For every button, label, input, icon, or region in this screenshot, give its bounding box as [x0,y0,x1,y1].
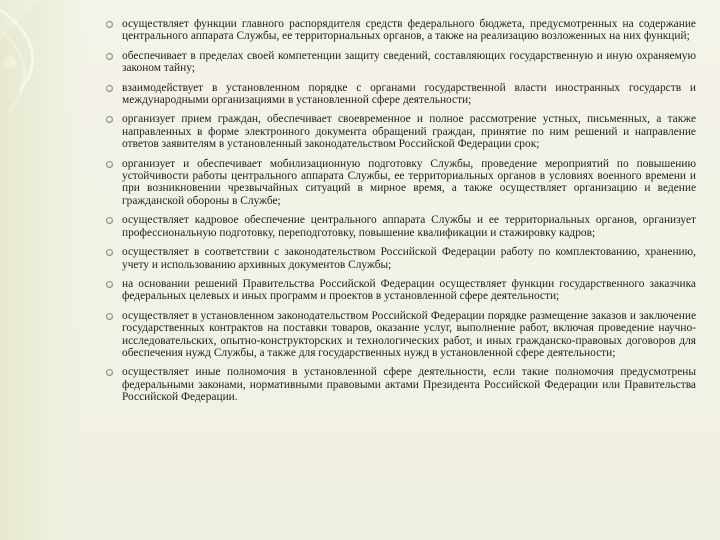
list-item [104,278,696,303]
bullet-list [104,18,696,404]
list-item-text: осуществляет функции главного распорядителя средств федерального бюджета, предусмотренных на содержание центрального аппарата Службы, ее территориальных органов, а также на реализацию возложенных на них функций; [122,18,696,43]
bullet-icon [106,21,113,28]
bullet-icon [106,161,113,168]
list-item [104,214,696,239]
list-item [104,82,696,107]
list-item [104,18,696,43]
list-item-text: осуществляет в установленном законодательством Российской Федерации порядке размещение заказов и заключение государственных контрактов на поставки товаров, оказание услуг, выполнение работ, включая проведение научно-исследовательских, опытно-конструкторских и технологических работ, и иных гражданско-правовых договоров для обеспечения нужд Службы, а также для государственных нужд в установленной сфере деятельности; [122,309,696,359]
decorative-left-band [0,0,86,540]
list-item-text: организует прием граждан, обеспечивает своевременное и полное рассмотрение устных, письменных, а также направленных в форме электронного документа обращений граждан, принятие по ним решений и направление ответов заявителям в установленный законодательством Российской Федерации срок; [122,113,696,151]
bullet-icon [106,116,113,123]
list-item-text: осуществляет кадровое обеспечение центрального аппарата Службы и ее территориальных органов, организует профессиональную подготовку, переподготовку, повышение квалификации и стажировку кадров; [122,214,696,239]
document-body [104,18,696,528]
bullet-icon [106,369,113,376]
list-item [104,158,696,208]
list-item-text: осуществляет в соответствии с законодательством Российской Федерации работу по комплектованию, хранению, учету и использованию архивных документов Службы; [122,246,696,271]
list-item [104,366,696,403]
list-item-text: обеспечивает в пределах своей компетенции защиту сведений, составляющих государственную и иную охраняемую законом тайну; [122,49,696,75]
bullet-icon [106,217,113,224]
bullet-icon [106,85,113,92]
decorative-swirl-icon [0,0,86,540]
list-item-text: на основании решений Правительства Российской Федерации осуществляет функции государственного заказчика федеральных целевых и иных программ и проектов в установленной сфере деятельности; [122,277,696,303]
list-item [104,113,696,150]
list-item-text: организует и обеспечивает мобилизационную подготовку Службы, проведение мероприятий по повышению устойчивости работы центрального аппарата Службы, ее территориальных органов в условиях военного времени и при возникновении чрезвычайных ситуаций в мирное время, а также осуществляет организацию и ведение гражданской обороны в Службе; [122,157,696,207]
list-item [104,310,696,360]
list-item [104,50,696,75]
list-item [104,246,696,271]
bullet-icon [106,249,113,256]
list-item-text: осуществляет иные полномочия в установленной сфере деятельности, если такие полномочия предусмотрены федеральными законами, нормативными правовыми актами Президента Российской Федерации или Правительства Российской Федерации. [122,366,696,404]
bullet-icon [106,53,113,60]
bullet-icon [106,281,113,288]
list-item-text: взаимодействует в установленном порядке с органами государственной власти иностранных государств и международными организациями в установленной сфере деятельности; [122,81,696,107]
bullet-icon [106,313,113,320]
